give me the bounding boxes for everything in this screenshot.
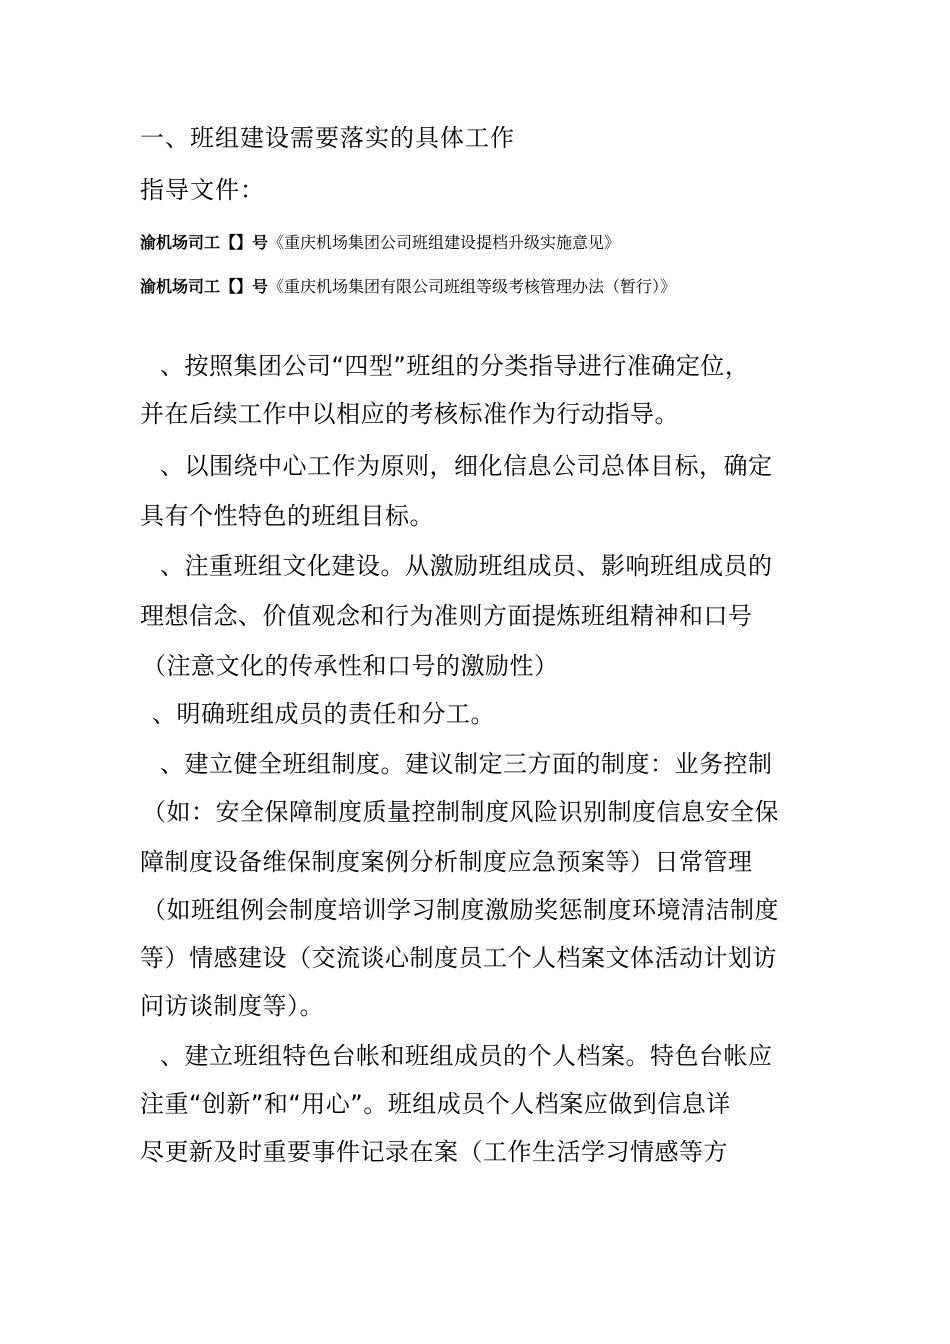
- body-line: 障制度设备维保制度案例分析制度应急预案等）日常管理: [140, 848, 753, 876]
- body-line: 、建立健全班组制度。建议制定三方面的制度：业务控制: [160, 750, 773, 778]
- reference-item: [140, 274, 676, 297]
- reference-number: 渝机场司工【】号: [140, 233, 269, 252]
- body-line: 、按照集团公司“四型”班组的分类指导进行准确定位，: [160, 352, 750, 380]
- body-line: 尽更新及时重要事件记录在案（工作生活学习情感等方: [140, 1138, 728, 1166]
- body-line: （如班组例会制度培训学习制度激励奖惩制度环境清洁制度: [142, 896, 779, 924]
- body-line: 问访谈制度等）。: [140, 992, 324, 1020]
- body-line: 、明确班组成员的责任和分工。: [152, 700, 495, 728]
- body-line: 、建立班组特色台帐和班组成员的个人档案。特色台帐应: [160, 1042, 773, 1070]
- body-line: 、以围绕中心工作为原则，细化信息公司总体目标，确定: [160, 452, 773, 480]
- section-heading: 一、班组建设需要落实的具体工作: [140, 124, 515, 152]
- body-line: 理想信念、价值观念和行为准则方面提炼班组精神和口号: [140, 602, 753, 630]
- reference-item: [140, 230, 620, 253]
- body-line: 、注重班组文化建设。从激励班组成员、影响班组成员的: [160, 552, 773, 580]
- body-line: （注意文化的传承性和口号的激励性）: [142, 652, 559, 680]
- body-line: 并在后续工作中以相应的考核标准作为行动指导。: [140, 400, 679, 428]
- guidance-label: 指导文件：: [140, 176, 265, 204]
- reference-title: 《重庆机场集团公司班组建设提档升级实施意见》: [268, 233, 621, 252]
- reference-title: 《重庆机场集团有限公司班组等级考核管理办法（暂行）》: [268, 277, 677, 296]
- body-line: 具有个性特色的班组目标。: [140, 502, 434, 530]
- reference-number: 渝机场司工【】号: [140, 277, 269, 296]
- body-line: 等）情感建设（交流谈心制度员工个人档案文体活动计划访: [140, 944, 777, 972]
- body-line: 注重“创新”和“用心”。班组成员个人档案应做到信息详: [140, 1090, 731, 1118]
- body-line: （如：安全保障制度质量控制制度风险识别制度信息安全保: [142, 798, 779, 826]
